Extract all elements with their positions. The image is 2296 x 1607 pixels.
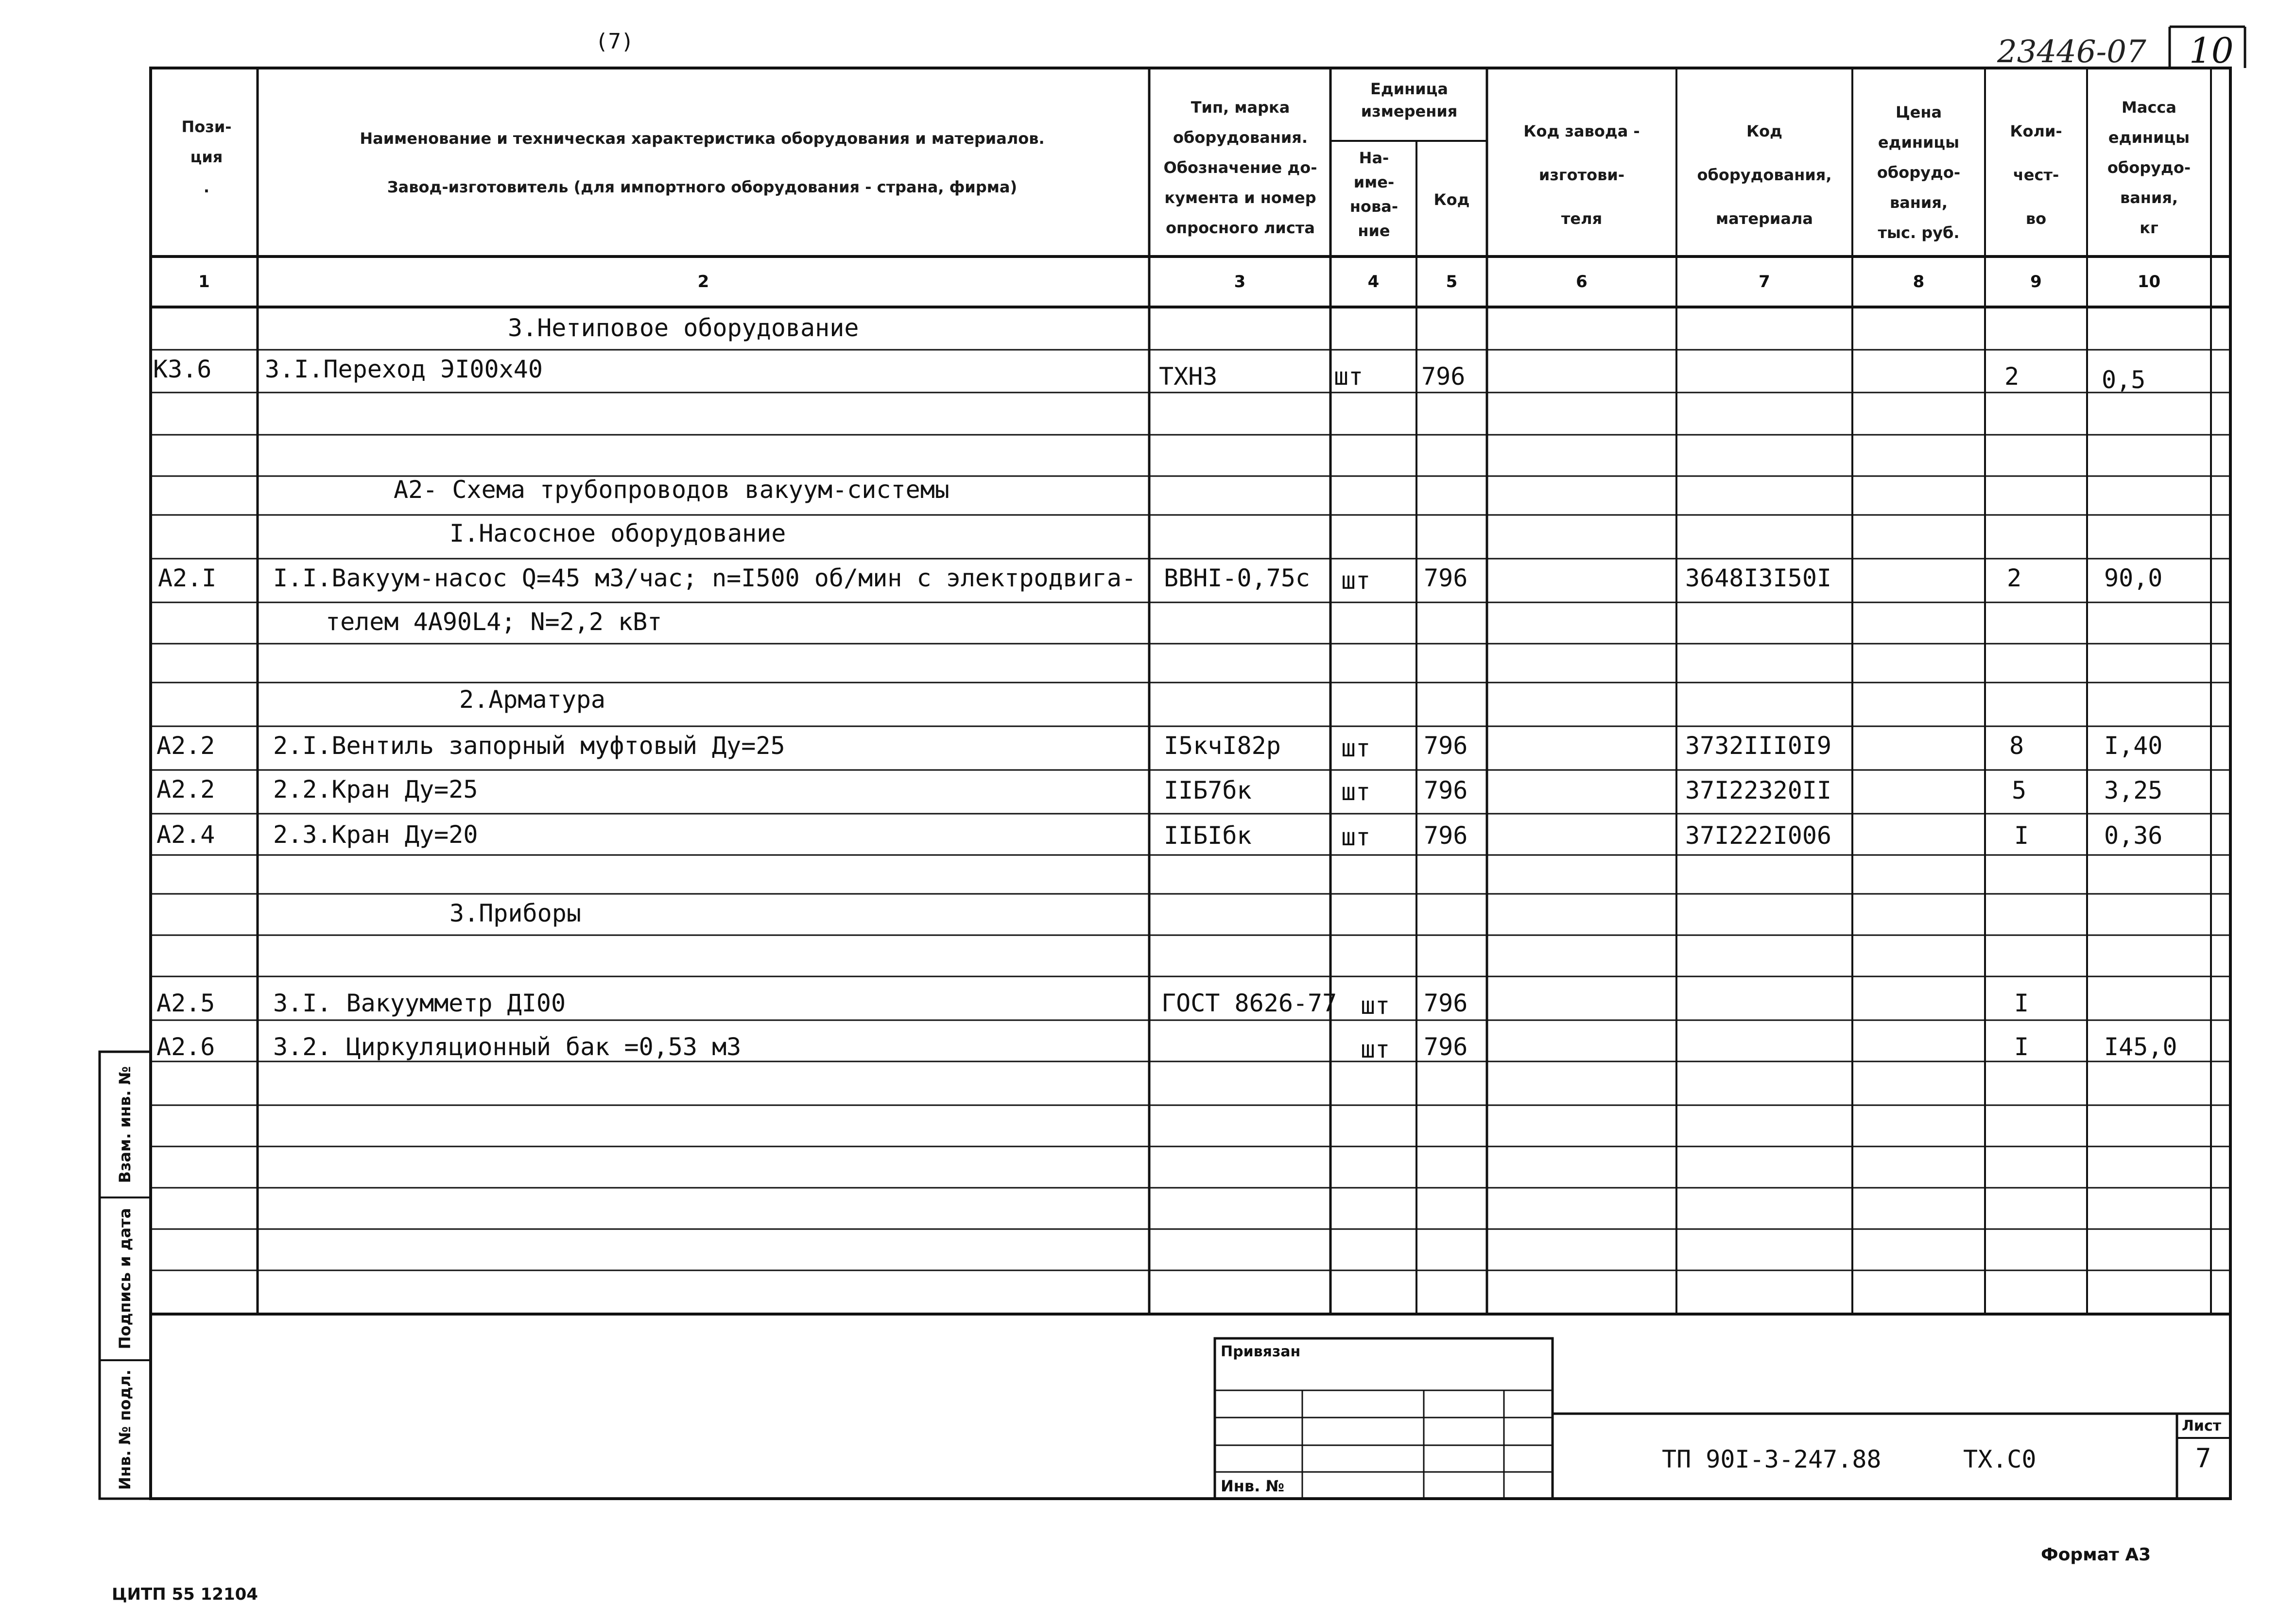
- row-quantity: 2: [2004, 362, 2020, 391]
- section-title: 2.Арматура: [459, 685, 606, 714]
- row-unit-code: 796: [1424, 821, 1468, 850]
- format-label: Формат А3: [2041, 1545, 2151, 1565]
- row-position: А2.6: [156, 1033, 215, 1061]
- col-header-type: Тип, марка оборудования. Обозначение до- кумента и номер опросного листа: [1163, 98, 1317, 237]
- row-position: А2.2: [156, 732, 215, 760]
- section-title: 3.Приборы: [449, 899, 581, 927]
- sheet-number: 7: [2195, 1443, 2211, 1473]
- col-number: 4: [1367, 272, 1380, 291]
- section-title: А2- Схема трубопроводов вакуум-системы: [394, 476, 949, 504]
- row-unit-code: 796: [1424, 989, 1468, 1017]
- footer-code: ЦИТП 55 12104: [112, 1585, 258, 1604]
- side-stamp-replaced-inv: Взам. инв. №: [116, 1066, 134, 1183]
- row-type: I5кчI82р: [1164, 732, 1281, 760]
- row-unit-code: 796: [1424, 1033, 1468, 1061]
- row-equipment-code: 37I22320II: [1685, 776, 1832, 804]
- row-name: 3.2. Циркуляционный бак =0,53 м3: [273, 1033, 742, 1061]
- sheet-corner-number: 10: [2189, 30, 2234, 71]
- section-title: I.Насосное оборудование: [449, 519, 786, 547]
- row-position: А2.5: [156, 989, 215, 1017]
- row-mass: I,40: [2104, 732, 2163, 760]
- row-unit: шт: [1361, 1035, 1390, 1063]
- row-name: 2.3.Кран Ду=20: [273, 821, 478, 849]
- row-position: А2.I: [158, 564, 217, 592]
- row-equipment-code: 3732III0I9: [1685, 732, 1832, 760]
- col-header-unit-name: На- име- нова- ние: [1349, 149, 1398, 240]
- row-mass: 0,5: [2102, 366, 2146, 394]
- side-stamp-original-inv: Инв. № подл.: [116, 1369, 134, 1490]
- col-number: 10: [2137, 272, 2161, 291]
- row-equipment-code: 37I222I006: [1685, 821, 1832, 850]
- col-header-position: Пози- ция .: [181, 118, 232, 196]
- col-header-factory-code: Код завода - изготови- теля: [1523, 122, 1640, 228]
- col-number: 1: [198, 272, 210, 291]
- project-code: ТП 90I-3-247.88: [1662, 1445, 1882, 1473]
- col-header-price: Цена единицы оборудо- вания, тыс. руб.: [1877, 103, 1961, 242]
- row-unit-code: 796: [1424, 776, 1468, 804]
- row-mass: 0,36: [2104, 821, 2163, 850]
- row-unit: шт: [1341, 566, 1371, 595]
- col-number: 3: [1234, 272, 1246, 291]
- col-header-equipment-code: Код оборудования, материала: [1697, 122, 1832, 228]
- row-mass: 90,0: [2104, 564, 2163, 592]
- row-position: А2.4: [156, 821, 215, 849]
- row-name: 3.I.Переход ЭI00х40: [265, 355, 543, 383]
- doc-code: ТХ.С0: [1963, 1445, 2037, 1473]
- row-mass: 3,25: [2104, 776, 2163, 804]
- row-unit-code: 796: [1424, 732, 1468, 760]
- row-quantity: 2: [2007, 564, 2022, 592]
- row-unit: шт: [1341, 823, 1371, 851]
- col-number: 9: [2030, 272, 2042, 291]
- sheet-label: Лист: [2182, 1418, 2222, 1435]
- col-number: 5: [1446, 272, 1458, 291]
- col-header-mass: Масса единицы оборудо- вания, кг: [2107, 98, 2191, 237]
- col-number: 6: [1576, 272, 1588, 291]
- archive-number: 23446-07: [1997, 34, 2146, 70]
- row-quantity: I: [2014, 821, 2029, 850]
- stamp-attached-label: Привязан: [1221, 1343, 1301, 1360]
- row-unit-code: 796: [1424, 564, 1468, 592]
- row-mass: I45,0: [2104, 1033, 2177, 1061]
- row-unit: шт: [1334, 362, 1364, 391]
- row-type: ГОСТ 8626-77: [1161, 989, 1337, 1017]
- row-position: А2.2: [156, 775, 215, 804]
- row-type: IIБIбк: [1164, 821, 1252, 850]
- row-unit: шт: [1341, 778, 1371, 806]
- stamp-inv-label: Инв. №: [1221, 1477, 1284, 1495]
- row-type: IIБ7бк: [1164, 776, 1252, 804]
- page-number-top: (7): [595, 29, 634, 54]
- col-header-quantity: Коли- чест- во: [2010, 122, 2062, 228]
- col-number: 7: [1759, 272, 1770, 291]
- row-name-continued: телем 4А90L4; N=2,2 кВт: [326, 608, 662, 636]
- col-number: 8: [1913, 272, 1925, 291]
- row-quantity: 5: [2012, 776, 2027, 804]
- section-title: 3.Нетиповое оборудование: [508, 314, 859, 342]
- col-header-unit-group: Единица измерения: [1361, 80, 1458, 120]
- col-header-name: Наименование и техническая характеристика оборудования и материалов. Завод-изготовитель (для импортного оборудования - страна, фирма): [360, 129, 1045, 196]
- row-name: 3.I. Вакуумметр ДI00: [273, 989, 566, 1017]
- row-type: ВВНI-0,75с: [1164, 564, 1311, 592]
- row-type: ТХН3: [1159, 362, 1218, 391]
- row-name: 2.I.Вентиль запорный муфтовый Ду=25: [273, 732, 785, 760]
- row-name: 2.2.Кран Ду=25: [273, 775, 478, 804]
- row-equipment-code: 3648I3I50I: [1685, 564, 1832, 592]
- row-quantity: I: [2014, 989, 2029, 1017]
- row-unit: шт: [1361, 992, 1390, 1020]
- row-unit: шт: [1341, 734, 1371, 762]
- row-position: К3.6: [153, 355, 212, 383]
- row-quantity: I: [2014, 1033, 2029, 1061]
- col-number: 2: [697, 272, 709, 291]
- row-unit-code: 796: [1421, 362, 1466, 391]
- side-stamp-signature-date: Подпись и дата: [116, 1208, 134, 1350]
- col-header-unit-code: Код: [1433, 190, 1470, 209]
- row-name: I.I.Вакуум-насос Q=45 м3/час; n=I500 об/мин с электродвига-: [273, 564, 1137, 592]
- row-quantity: 8: [2009, 732, 2024, 760]
